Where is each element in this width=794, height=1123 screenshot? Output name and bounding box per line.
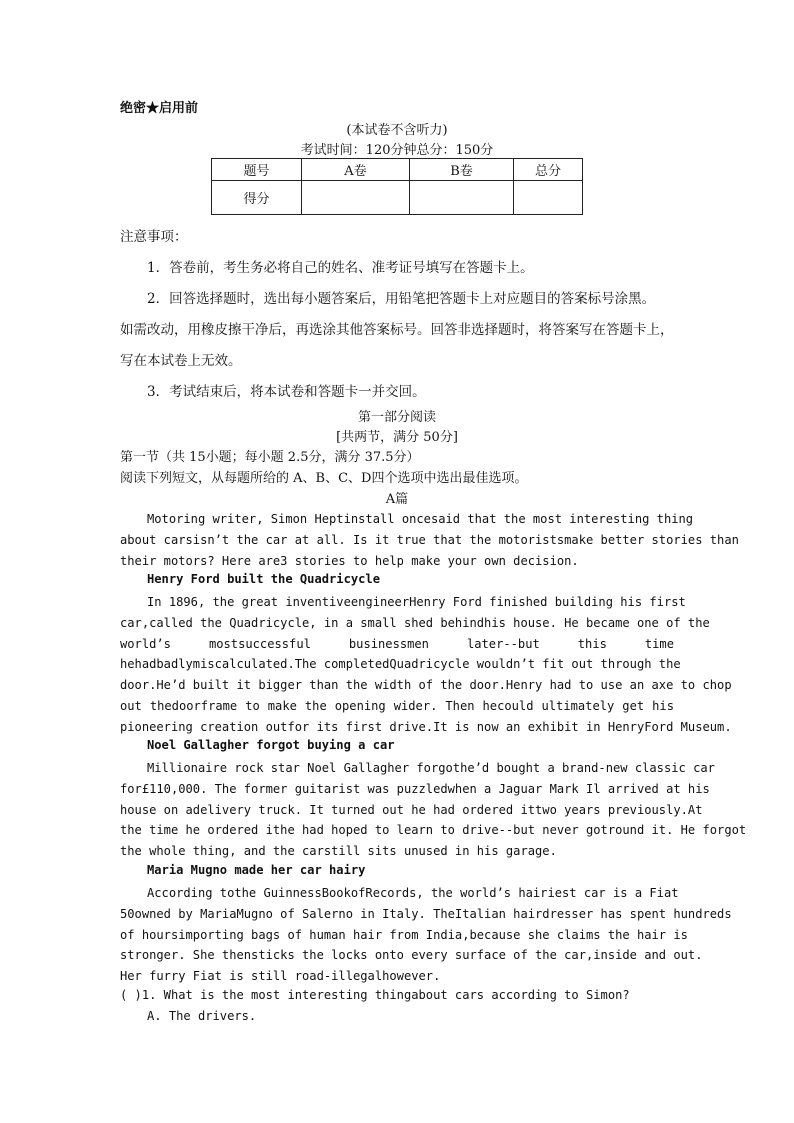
passage-label: A篇 [385,492,409,507]
passage-line: of hoursimporting bags of human hair from India,because she claims the hair is [120,927,688,942]
passage-line: Motoring writer, Simon Heptinstall oncesaid that the most interesting thing [147,512,694,526]
passage-line: out thedoorframe to make the opening wider. Then hecould ultimately get his [120,698,674,713]
passage-intro [120,509,739,571]
passage-line: the time he ordered ithe had hoped to learn to drive--but never gotround it. He forgot [120,823,747,838]
score-cell-b[interactable] [410,181,514,215]
secret-label: 绝密★启用前 [120,101,199,116]
passage-line: car,called the Quadricycle, in a small shed behindhis house. He became one of the [120,615,710,630]
instruction-item-2-cont: 如需改动，用橡皮擦干净后，再选涂其他答案标号。回答非选择题时，将答案写在答题卡上， [120,322,674,338]
story3-title: Maria Mugno made her car hairy [147,863,366,877]
story3-body [120,883,732,987]
passage-line: In 1896, the great inventiveengineerHenry Ford finished building his first [147,595,686,609]
instruction-item-2-end: 写在本试卷上无效。 [120,353,242,369]
story2-body [120,758,747,862]
passage-line: Her furry Fiat is still road-illegalhowever. [120,969,441,984]
section-info: 第一节（共 15小题；每小题 2.5分，满分 37.5分） [120,450,420,465]
score-header-total: 总分 [514,159,583,181]
passage-line: door.He’d built it bigger than the width of the door.Henry had to use an axe to chop [120,678,732,693]
story1-title: Henry Ford built the Quadricycle [147,572,380,586]
passage-line: house on adelivery truck. It turned out he had ordered ittwo years previously.At [120,802,703,817]
passage-line: for£110,000. The former guitarist was puzzledwhen a Jaguar Mark Il arrived at his [120,781,710,796]
score-table [211,158,583,215]
score-header-number: 题号 [212,159,302,181]
passage-line: pioneering creation outfor its first drive.It is now an exhibit in HenryFord Museum. [120,719,732,734]
passage-line: According tothe GuinnessBookofRecords, the world’s hairiest car is a Fiat [147,886,679,900]
passage-line: about carsisn’t the car at all. Is it true that the motoristsmake better stories than [120,532,739,547]
story1-body [120,592,732,738]
instruction-item-1: 1．答卷前，考生务必将自己的姓名、准考证号填写在答题卡上。 [147,260,534,276]
section-direction: 阅读下列短文，从每题所给的 A、B、C、D四个选项中选出最佳选项。 [120,471,528,486]
score-header-b: B卷 [410,159,514,181]
score-cell-total[interactable] [514,181,583,215]
passage-line: hehadbadlymiscalculated.The completedQuadricycle wouldn’t fit out through the [120,657,681,672]
instruction-item-3: 3．考试结束后，将本试卷和答题卡一并交回。 [147,384,426,400]
instruction-item-2: 2．回答选择题时，选出每小题答案后，用铅笔把答题卡上对应题目的答案标号涂黑。 [147,291,656,307]
question-1: ( )1. What is the most interesting thingabout cars according to Simon? [120,988,630,1002]
part-title: 第一部分阅读 [357,410,436,425]
question-1-option-a: A. The drivers. [147,1009,257,1023]
score-cell-a[interactable] [302,181,410,215]
score-header-a: A卷 [302,159,410,181]
passage-line: 50owned by MariaMugno of Salerno in Italy. TheItalian hairdresser has spent hundreds [120,906,732,921]
passage-line: world’s mostsuccessful businessmen later--but this time [120,636,674,651]
passage-line: stronger. She thensticks the locks onto every surface of the car,inside and out. [120,948,703,963]
story2-title: Noel Gallagher forgot buying a car [147,738,395,752]
passage-line: the whole thing, and the carstill sits unused in his garage. [120,844,557,859]
score-row-label: 得分 [212,181,302,215]
passage-line: their motors? Here are3 stories to help make your own decision. [120,553,579,568]
passage-line: Millionaire rock star Noel Gallagher forgothe’d bought a brand-new classic car [147,761,715,775]
part-subtitle: [共两节，满分 50分] [336,430,458,445]
exam-time-info: 考试时间：120分钟总分：150分 [300,143,494,158]
exam-note: (本试卷不含听力) [346,123,448,138]
instructions-title: 注意事项： [120,229,188,245]
